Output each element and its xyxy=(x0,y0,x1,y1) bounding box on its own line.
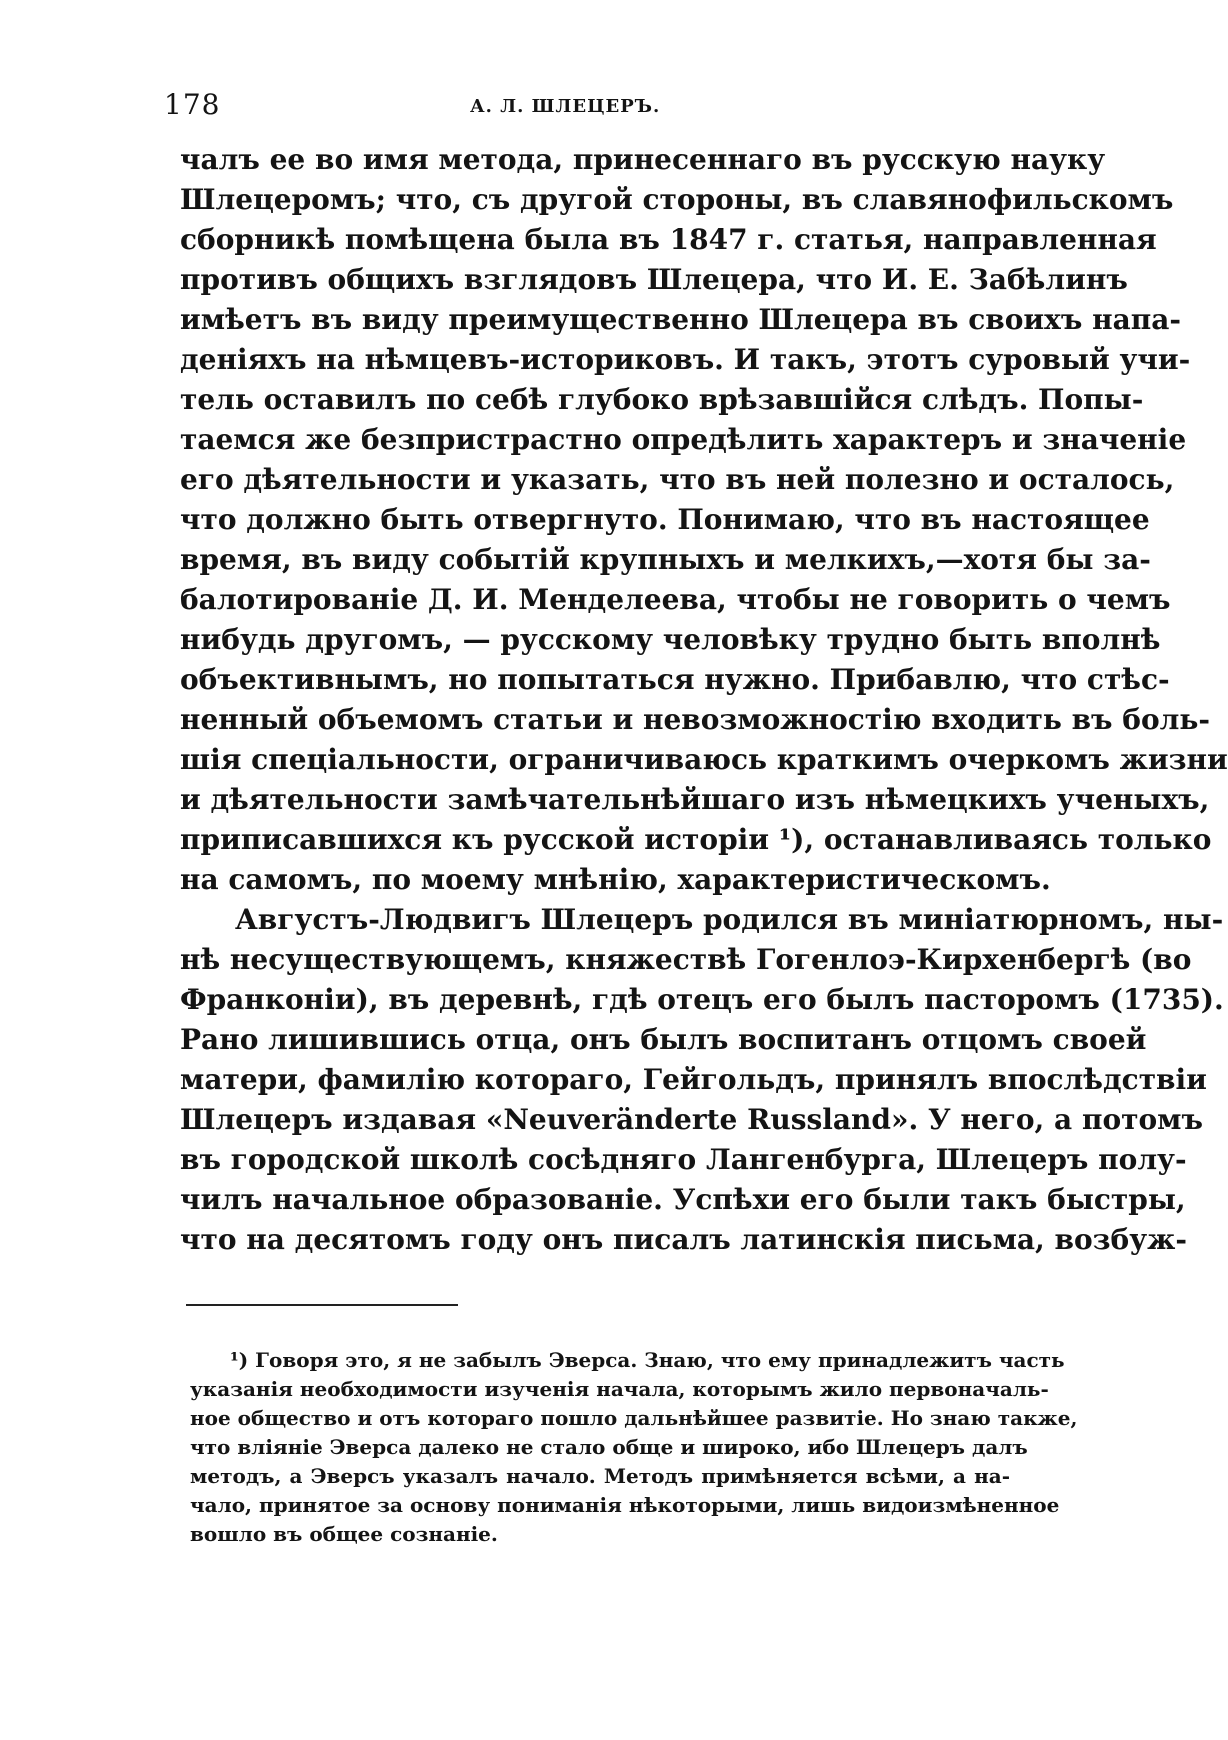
footnote xyxy=(190,1346,1078,1549)
text-line: объективнымъ, но попытаться нужно. Прибавлю, что стѣс- xyxy=(180,663,1170,696)
footnote-line: указанія необходимости изученія начала, которымъ жило первоначаль- xyxy=(190,1377,1049,1401)
text-line: деніяхъ на нѣмцевъ-историковъ. И такъ, этотъ суровый учи- xyxy=(180,343,1191,376)
text-line: нѣ несуществующемъ, княжествѣ Гогенлоэ-Кирхенбергѣ (во xyxy=(180,943,1192,976)
text-line: нибудь другомъ, — русскому человѣку трудно быть вполнѣ xyxy=(180,623,1161,656)
text-line: чалъ ее во имя метода, принесеннаго въ русскую науку xyxy=(180,143,1106,176)
running-head: А. Л. ШЛЕЦЕРЪ. xyxy=(470,96,661,117)
main-text xyxy=(180,140,1228,1260)
text-line: имѣетъ въ виду преимущественно Шлецера въ своихъ напа- xyxy=(180,303,1181,336)
text-line: въ городской школѣ сосѣдняго Лангенбурга, Шлецеръ полу- xyxy=(180,1143,1187,1176)
text-line: балотированіе Д. И. Менделеева, чтобы не говорить о чемъ xyxy=(180,583,1171,616)
text-line: что на десятомъ году онъ писалъ латинскія письма, возбуж- xyxy=(180,1223,1188,1256)
text-line: тель оставилъ по себѣ глубоко врѣзавшійся слѣдъ. Попы- xyxy=(180,383,1144,416)
text-line: и дѣятельности замѣчательнѣйшаго изъ нѣмецкихъ ученыхъ, xyxy=(180,783,1210,816)
footnote-line: чало, принятое за основу пониманія нѣкоторыми, лишь видоизмѣненное xyxy=(190,1493,1060,1517)
text-line: Шлецеръ издавая «Neuveränderte Russland». У него, а потомъ xyxy=(180,1103,1203,1136)
text-line: Рано лишившись отца, онъ былъ воспитанъ отцомъ своей xyxy=(180,1023,1147,1056)
footnote-divider xyxy=(186,1304,458,1306)
footnote-line: методъ, а Эверсъ указалъ начало. Методъ примѣняется всѣми, а на- xyxy=(190,1464,1010,1488)
text-line: шія спеціальности, ограничиваюсь краткимъ очеркомъ жизни xyxy=(180,743,1228,776)
text-line: на самомъ, по моему мнѣнію, характеристическомъ. xyxy=(180,863,1051,896)
text-line: противъ общихъ взглядовъ Шлецера, что И. Е. Забѣлинъ xyxy=(180,263,1128,296)
text-line: Франконіи), въ деревнѣ, гдѣ отецъ его былъ пасторомъ (1735). xyxy=(180,983,1224,1016)
footnote-line: ное общество и отъ котораго пошло дальнѣйшее развитіе. Но знаю также, xyxy=(190,1406,1078,1430)
text-line: сборникѣ помѣщена была въ 1847 г. статья, направленная xyxy=(180,223,1157,256)
text-line: чилъ начальное образованіе. Успѣхи его были такъ быстры, xyxy=(180,1183,1186,1216)
footnote-line: ¹) Говоря это, я не забылъ Эверса. Знаю, что ему принадлежитъ часть xyxy=(230,1348,1065,1372)
text-line: время, въ виду событій крупныхъ и мелкихъ,—хотя бы за- xyxy=(180,543,1151,576)
text-line: Августъ-Людвигъ Шлецеръ родился въ миніатюрномъ, ны- xyxy=(235,903,1224,936)
text-line: что должно быть отвергнуто. Понимаю, что въ настоящее xyxy=(180,503,1150,536)
text-line: Шлецеромъ; что, съ другой стороны, въ славянофильскомъ xyxy=(180,183,1174,216)
text-line: ненный объемомъ статьи и невозможностію входить въ боль- xyxy=(180,703,1210,736)
footnote-line: вошло въ общее сознаніе. xyxy=(190,1522,498,1546)
page-number: 178 xyxy=(164,88,221,121)
footnote-line: что вліяніе Эверса далеко не стало обще и широко, ибо Шлецеръ далъ xyxy=(190,1435,1028,1459)
text-line: матери, фамилію котораго, Гейгольдъ, принялъ впослѣдствіи xyxy=(180,1063,1207,1096)
text-line: таемся же безпристрастно опредѣлить характеръ и значеніе xyxy=(180,423,1187,456)
text-line: приписавшихся къ русской исторіи ¹), останавливаясь только xyxy=(180,823,1212,856)
text-line: его дѣятельности и указать, что въ ней полезно и осталось, xyxy=(180,463,1175,496)
